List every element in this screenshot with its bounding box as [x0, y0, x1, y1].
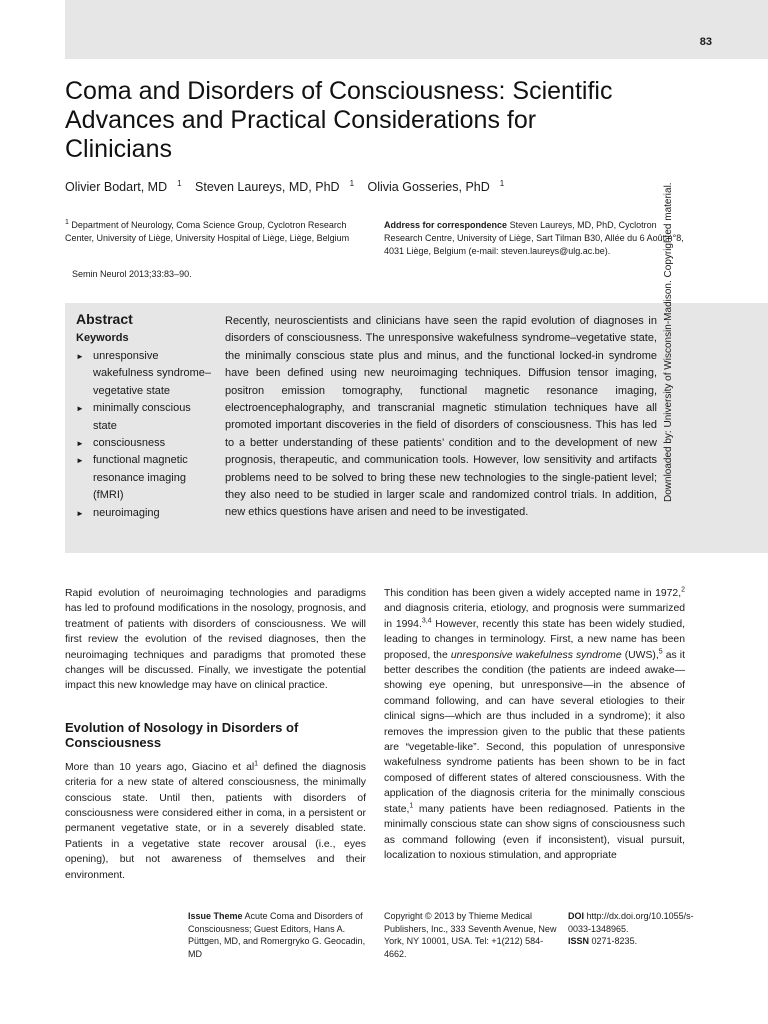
keyword-list [76, 348, 216, 522]
keyword-item: ► functional magnetic resonance imaging (fMRI) [76, 452, 216, 504]
abstract-text: Recently, neuroscientists and clinicians have seen the rapid evolution of diagnoses in disorders of consciousness. The unresponsive wakefulness syndrome–vegetative state, the minimally conscious state plus and minus, and the functional locked-in syndrome have been defined using new neuroimaging techniques. Diffusion tensor imaging, positron emission tomography, functional magnetic resonance imaging, electroencephalography, and transcranial magnetic stimulation techniques have all promoted important discoveries in the field of disorders of consciousness. This has led to a better understanding of these patients’ condition and to the development of new prognosis, therapeutic, and communication tools. However, low sensitivity and artifacts problems need to be solved to bring these new technologies to the single-patient level; they also need to be studied in larger scale and randomized control trials. In addition, new ethics questions have arisen and need to be investigated. [225, 315, 657, 519]
doi-link[interactable]: http://dx.doi.org/10.1055/s-0033-1348965. [568, 911, 694, 934]
author: Olivier Bodart, MD $^1$ [65, 178, 182, 194]
body-column-left [65, 586, 366, 883]
page-number: 83 [699, 36, 712, 48]
keywords-heading: Keywords [76, 332, 129, 344]
author: Steven Laureys, MD, PhD $^1$ [195, 178, 355, 194]
affiliation: $^1$ Department of Neurology, Coma Science Group, Cyclotron Research Center, University of Liège, University Hospital of Liège, Liège, Belgium [65, 219, 350, 243]
issue-theme: Issue Theme Acute Coma and Disorders of Consciousness; Guest Editors, Hans A. Püttgen, MD, and Romergryko G. Geocadin, MD [188, 911, 366, 959]
keyword-item: ► neuroimaging [76, 505, 216, 522]
author-list [65, 180, 514, 194]
intro-paragraph: Rapid evolution of neuroimaging technologies and paradigms has led to profound modifications in the nosology, prognosis, and treatment of patients with disorders of consciousness. We will first review the evolution of the revised diagnoses, then the neuroimaging techniques and paradigms that promoted these changes will be discussed. Finally, we investigate the potential impact this new knowledge may have on clinical practice. [65, 588, 366, 692]
correspondence-address: Address for correspondence Steven Laureys, MD, PhD, Cyclotron Research Centre, University of Liège, Sart Tilman B30, Allée du 6 Août n°8, 4031 Liège, Belgium (e-mail: steven.laureys@ulg.ac.be). [384, 220, 684, 256]
keyword-item: ► minimally conscious state [76, 400, 216, 435]
section-heading: Evolution of Nosology in Disorders of Consciousness [65, 719, 299, 750]
header-bar [65, 0, 768, 59]
abstract-heading: Abstract [76, 311, 133, 327]
body-paragraph: More than 10 years ago, Giacino et $al^1$ defined the diagnosis criteria for a new state of altered consciousness, the minimally conscious state. Until then, patients with disorders of consciousness were considered either in coma, in a persistent or permanent vegetative state, or in a severely disabled state. Patients in a vegetative state recover arousal (i.e., eyes opening), but not awareness of themselves and their environment. [65, 760, 366, 881]
copyright-notice: Copyright © 2013 by Thieme Medical Publishers, Inc., 333 Seventh Avenue, New York, NY 10001, USA. Tel: +1(212) 584-4662. [384, 911, 557, 959]
keyword-item: ► consciousness [76, 435, 216, 452]
download-notice: Downloaded by: University of Wisconsin-Madison. Copyrighted material. [663, 182, 674, 502]
body-column-right [384, 586, 685, 863]
journal-citation: Semin Neurol 2013;33:83–90. [72, 269, 192, 279]
body-paragraph: This condition has been given a widely accepted name in 1972,$^2$ and diagnosis criteria, etiology, and prognosis were summarized in 1994.$^{3,4}$ However, recently this state has been widely studied, leading to changes in terminology. First, a new name has been proposed, the unresponsive wakefulness syndrome (UWS),$^5$ as it better describes the condition (the patients are indeed awake—showing eye opening, but unresponsive—in the absence of command following, and can have several etiologies to their clinical signs—which are thus included in a syndrome); it also removes the impression given to the public that these patients are “vegetable-like”. Second, this population of unresponsive wakefulness syndrome patients has been shown to be in fact composed of different states of altered consciousness. With the application of the diagnosis criteria for the minimally conscious state,$^1$ many patients have been rediagnosed. Patients in the minimally conscious state can show signs of consciousness such as command following (even if inconsistent), visual pursuit, localization to noxious stimulation, and appropriate [384, 586, 685, 861]
keyword-item: ► unresponsive wakefulness syndrome–vegetative state [76, 348, 216, 400]
doi-issn: DOI http://dx.doi.org/10.1055/s-0033-1348965. ISSN 0271-8235. [568, 911, 694, 946]
author: Olivia Gosseries, PhD $^1$ [367, 178, 505, 194]
article-title: Coma and Disorders of Consciousness: Scientific Advances and Practical Considerations for Clinicians [65, 77, 613, 163]
